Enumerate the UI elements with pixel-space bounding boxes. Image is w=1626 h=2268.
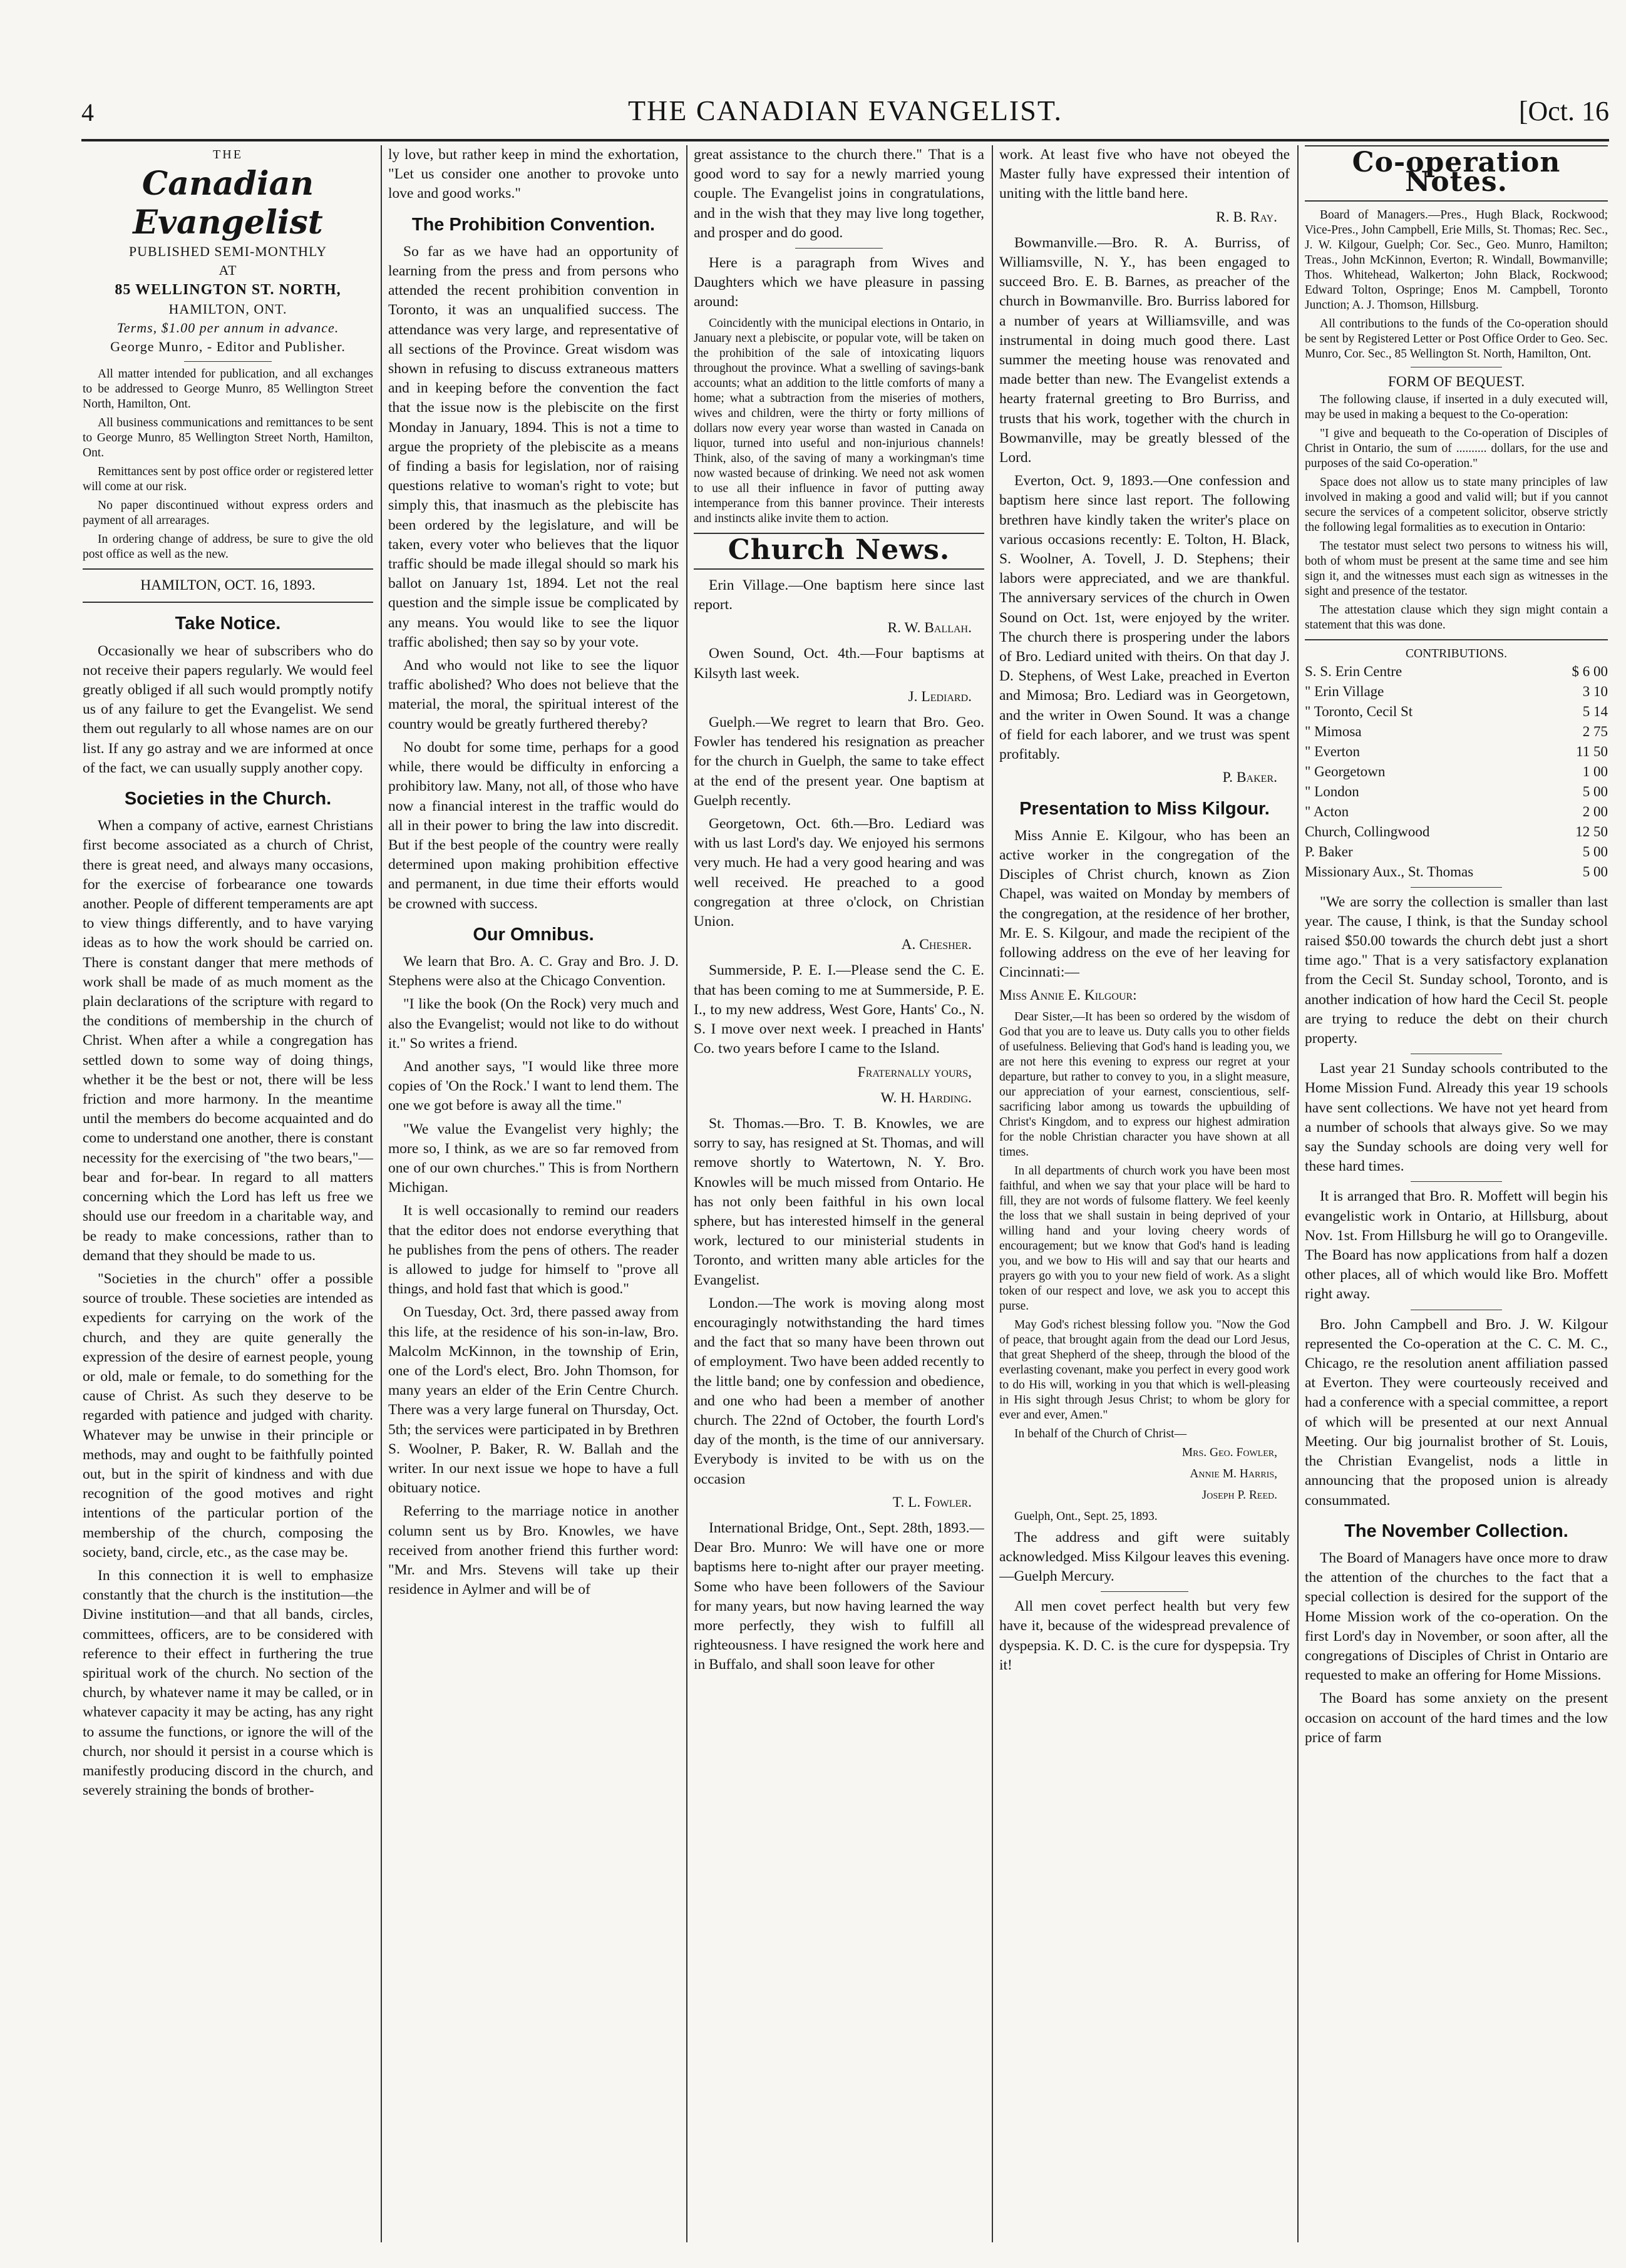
news-item: Summerside, P. E. I.—Please send the C. E. that has been coming to me at Summerside, P. E. I., to my new address, West Gore, Hants' Co., N. S. I move over next week. I preached in Hants' Co. two years before I came to the Island.: [694, 962, 984, 1057]
masthead-editor: George Munro, - Editor and Publisher.: [110, 339, 346, 355]
notice-publication: All matter intended for publication, and all exchanges to be addressed to George Munro, 85 Wellington Street North, Hamilton, Ont.: [83, 367, 373, 411]
column-5: [1305, 145, 1608, 2242]
news-signature: R. B. Ray.: [1215, 208, 1277, 225]
contribution-row: [1305, 762, 1608, 782]
column-2: [388, 145, 679, 2242]
bequest-heading: FORM OF BEQUEST.: [1387, 374, 1525, 391]
contribution-label: " Acton: [1305, 803, 1349, 819]
article-paragraph: Bro. John Campbell and Bro. J. W. Kilgour represented the Co-operation at the C. C. M. C., Chicago, re the resolution anent affiliation passed at Everton. They were courteously received and had a conference with a special committee, a report of which will be presented at our next Annual Meeting. Our big journalist brother of St. Louis, the Christian Evangelist, nods a little in announcing that the proposed union is already consummated.: [1305, 1316, 1608, 1509]
contribution-label: " Georgetown: [1305, 763, 1386, 779]
contribution-amount: 1 00: [1582, 763, 1608, 779]
contribution-amount: 3 10: [1582, 683, 1608, 699]
masthead-city: HAMILTON, ONT.: [168, 301, 287, 317]
news-signature: A. Chesher.: [901, 936, 972, 953]
news-item: Guelph.—We regret to learn that Bro. Geo. Fowler has tendered his resignation as preacher for the church in Guelph, the same to take effect at the end of the present year. One baptism at Guelph recently.: [694, 714, 984, 809]
notice-business: All business communications and remittances to be sent to George Munro, 85 Wellington Street North, Hamilton, Ont.: [83, 416, 373, 460]
dateline: HAMILTON, OCT. 16, 1893.: [140, 577, 316, 594]
take-notice-heading: Take Notice.: [175, 613, 281, 634]
article-paragraph: Here is a paragraph from Wives and Daughters which we have pleasure in passing around:: [694, 255, 984, 310]
issue-date: [Oct. 16: [1518, 96, 1609, 126]
news-signature: P. Baker.: [1222, 769, 1277, 786]
prohibition-heading: The Prohibition Convention.: [411, 214, 656, 235]
header-rule: [81, 139, 1609, 141]
advertisement: All men covet perfect health but very few have it, because of the widespread prevalence of dyspepsia. K. D. C. is the cure for dyspepsia. Try it!: [999, 1598, 1290, 1673]
news-item: London.—The work is moving along most encouragingly notwithstanding the hard times and the fact that so many have been thrown out of employment. Two have been added recently to the little band; one by confession and obedience, and one who had been a member of another church. The 22nd of October, the fourth Lord's day of the month, is the time of our anniversary. Everybody is invited to be with us on the occasion: [694, 1295, 984, 1487]
article-paragraph: So far as we have had an opportunity of learning from the press and from persons who attended the recent prohibition convention in Toronto, it was an unqualified success. The attendance was very large, and representative of all sections of the Province. Great wisdom was shown in refusing to discuss extraneous matters and in keeping before the convention the fact that the issue now is the plebiscite on the first Monday in January, 1894. This is not a time to argue the propriety of the plebiscite as a means of finding a basis for legislation, nor of raising questions relative to woman's right to vote; but simply this, that inasmuch as the plebiscite has been ordered by the legislature, and will be taken, every voter who believes that the liquor traffic should be made illegal should so mark his ballot on January 1st, 1894. Let not the real question and the simple issue be complicated by any means. You would like to see the liquor traffic abolished; then say so by your vote.: [388, 243, 679, 650]
notice-change-address: In ordering change of address, be sure to give the old post office as well as the new.: [83, 533, 373, 562]
article-paragraph: "We value the Evangelist very highly; the more so, I think, as we are so far removed from one of our own churches." This is from Northern Michigan.: [388, 1121, 679, 1196]
contributions-list: [1305, 662, 1608, 882]
contribution-label: S. S. Erin Centre: [1305, 663, 1402, 679]
contribution-amount: $ 6 00: [1572, 663, 1608, 679]
notice-remittances: Remittances sent by post office order or registered letter will come at our risk.: [83, 465, 373, 494]
bequest-paragraph: The attestation clause which they sign might contain a statement that this was done.: [1305, 603, 1608, 632]
news-item: Owen Sound, Oct. 4th.—Four baptisms at Kilsyth last week.: [694, 645, 984, 682]
letter-signature: Mrs. Geo. Fowler,: [1181, 1445, 1277, 1459]
letter-salutation: Miss Annie E. Kilgour:: [999, 987, 1137, 1004]
column-1: [83, 145, 373, 2242]
contribution-label: " Toronto, Cecil St: [1305, 703, 1413, 719]
article-paragraph: "Societies in the church" offer a possible source of trouble. These societies are intended as expedients for carrying on the work of the church, and they are quite generally the expression of the desire of earnest people, young or old, male or female, to do something for the cause of Christ. As such they deserve to be regarded with patience and judged with charity. Whatever may be unwise in their principle or methods, may and ought to be faithfully pointed out, but in the spirit of kindness and with due recognition of the good motives and right intentions of the particular portion of the membership of the church, composing the society, band, circle, etc., as the case may be.: [83, 1270, 373, 1561]
contribution-amount: 2 75: [1582, 723, 1608, 739]
contribution-row: [1305, 702, 1608, 722]
bequest-paragraph: "I give and bequeath to the Co-operation of Disciples of Christ in Ontario, the sum of .......... dollars, for the use and purposes of the said Co-operation.": [1305, 426, 1608, 470]
news-item: Bowmanville.—Bro. R. A. Burriss, of Williamsville, N. Y., has been engaged to succeed Bro. E. B. Barnes, as preacher of the church in Bowmanville. Bro. Burriss labored for a number of years at Williamsville, and was instrumental in doing much good there. Last summer the meeting house was renovated and made better than new. The Evangelist extends a hearty fraternal greeting to Bro Burriss, and trusts that his work, together with the church in Bowmanville, may be greatly blessed of the Lord.: [999, 234, 1290, 466]
contribution-row: [1305, 722, 1608, 742]
board-of-managers: Board of Managers.—Pres., Hugh Black, Rockwood; Vice-Pres., John Campbell, Erie Mills, St. Thomas; Rec. Sec., J. W. Kilgour, Guelph; Cor. Sec., Geo. Munro, Hamilton; Treas., John McKinnon, Everton; R. Windall, Bowmanville; Thos. Whitehead, Walkerton; John Black, Rockwood; Edward Tolton, Ospringe; Enos M. Campbell, Toronto Junction; A. J. Thomson, Hillsburg.: [1305, 208, 1608, 312]
november-collection-heading: The November Collection.: [1344, 1521, 1568, 1541]
article-paragraph: It is well occasionally to remind our readers that the editor does not endorse everything that he publishes from the pens of others. The reader is allowed to judge for himself to "prove all things, and hold fast that which is good.": [388, 1203, 679, 1298]
contribution-label: " Everton: [1305, 743, 1360, 759]
article-paragraph: In this connection it is well to emphasize constantly that the church is the institution—the Divine institution—and that all bands, circles, committees, officers, are to be considered with reference to their effect in furthering the true spiritual work of the church. No section of the church, by whatever name it may be called, or in whatever capacity it may be acting, has any right to assume the functions, or ignore the will of the church, nor should it persist in a course which is manifestly producing discord in the church, and severely straining the bonds of brother-: [83, 1567, 373, 1799]
contribution-label: " Mimosa: [1305, 723, 1362, 739]
contribution-row: [1305, 662, 1608, 682]
page-number: 4: [81, 98, 94, 126]
contribution-label: P. Baker: [1305, 843, 1353, 859]
contribution-label: " Erin Village: [1305, 683, 1384, 699]
article-paragraph: We learn that Bro. A. C. Gray and Bro. J. D. Stephens were also at the Chicago Convention.: [388, 953, 679, 990]
article-paragraph: It is arranged that Bro. R. Moffett will begin his evangelistic work in Ontario, at Hillsburg, about Nov. 1st. From Hillsburg he will go to Orangeville. The Board has now applications from half a dozen other places, all of which would like Bro. Moffett right away.: [1305, 1188, 1608, 1303]
coop-notes-heading: Co-operation Notes.: [1352, 146, 1561, 198]
notice-discontinued: No paper discontinued without express orders and payment of all arrearages.: [83, 499, 373, 528]
column-divider: [992, 145, 993, 2242]
article-paragraph: And who would not like to see the liquor traffic abolished? Who does not believe that the material, the moral, the spiritual interest of the country would be greatly furthered thereby?: [388, 657, 679, 732]
letter-place-date: Guelph, Ont., Sept. 25, 1893.: [1014, 1509, 1158, 1523]
contribution-row: [1305, 842, 1608, 862]
article-paragraph: Miss Annie E. Kilgour, who has been an active worker in the congregation of the Disciples of Christ church, known as Zion Chapel, was waited on Monday by members of the congregation, at the residence of her brother, Mr. E. S. Kilgour, and made the recipient of the following address on the eve of her leaving for Cincinnati:—: [999, 827, 1290, 981]
column-4: [999, 145, 1290, 2242]
contribution-label: " London: [1305, 783, 1359, 799]
letter-signature: Annie M. Harris,: [1190, 1467, 1277, 1480]
contribution-row: [1305, 822, 1608, 842]
letter-signature: Joseph P. Reed.: [1201, 1488, 1277, 1502]
contribution-row: [1305, 802, 1608, 822]
letter-paragraph: Dear Sister,—It has been so ordered by the wisdom of God that you are to leave us. Duty calls you to other fields of usefulness. Believing that God's hand is leading you, we are not here this evening to express our regret at your departure, but rather to convey to you, in a slight measure, our appreciation of your earnest, conscientious, self-sacrificing labor among us towards the upbuilding of Christ's Kingdom, and to express our highest admiration for the noble Christian character you have shown at all times.: [999, 1010, 1290, 1159]
masthead-published: PUBLISHED SEMI-MONTHLY: [128, 244, 327, 260]
masthead-address: 85 WELLINGTON ST. NORTH,: [115, 282, 341, 299]
news-signature: T. L. Fowler.: [892, 1494, 972, 1511]
news-item: Everton, Oct. 9, 1893.—One confession and baptism here since last report. The following brethren have kindly taken the writer's place on various occasions recently: E. Tolton, H. Black, S. Woolner, A. Tovell, J. D. Stephens; their labors were appreciated, and we are thankful. The anniversary services of the church in Owen Sound on Oct. 1st, were enjoyed by the writer. The church there is prospering under the labors of Bro. Lediard united with theirs. On that day J. D. Stephens, of West Lake, preached in Everton and Mimosa; Bro. Lediard was in Georgetown, and the writer in Owen Sound. It was a change of field for each laborer, and we trust was spent profitably.: [999, 473, 1290, 763]
take-notice-body: Occasionally we hear of subscribers who do not receive their papers regularly. We would feel greatly obliged if all such would promptly notify us of any failure to get the Evangelist. We send them out regularly to all whose names are on our list. If any go astray and we are informed at once of the fact, we can usually supply another copy.: [83, 642, 373, 776]
letter-paragraph: In behalf of the Church of Christ—: [1014, 1427, 1187, 1440]
contribution-amount: 5 14: [1582, 703, 1608, 719]
masthead-title: Canadian Evangelist: [133, 165, 323, 242]
church-news-heading: Church News.: [728, 533, 950, 566]
contribution-row: [1305, 862, 1608, 882]
contribution-amount: 5 00: [1582, 843, 1608, 859]
contribution-amount: 5 00: [1582, 863, 1608, 880]
article-paragraph: ly love, but rather keep in mind the exhortation, "Let us consider one another to provoke unto love and good works.": [388, 146, 679, 202]
article-paragraph: And another says, "I would like three more copies of 'On the Rock.' I want to lend them. The one we got before is away all the time.": [388, 1058, 679, 1114]
contribution-label: Missionary Aux., St. Thomas: [1305, 863, 1474, 880]
news-signature: W. H. Harding.: [880, 1089, 972, 1106]
article-paragraph: Referring to the marriage notice in another column sent us by Bro. Knowles, we have received from another friend this further word: "Mr. and Mrs. Stevens will take up their residence in Aylmer and will be of: [388, 1503, 679, 1598]
kilgour-heading: Presentation to Miss Kilgour.: [1019, 798, 1270, 819]
contribution-amount: 2 00: [1582, 803, 1608, 819]
column-3: [694, 145, 984, 2242]
contributions-note: All contributions to the funds of the Co-operation should be sent by Registered Letter or Post Office Order to Geo. Sec. Munro, Cor. Sec., 85 Wellington St. North, Hamilton, Ont.: [1305, 317, 1608, 361]
article-paragraph: No doubt for some time, perhaps for a good while, there would be difficulty in enforcing a prohibitory law. Many, not all, of those who have now a financial interest in the traffic would do all in their power to bring the law into discredit. But if the best people of the country were really determined upon making prohibition effective and permanent, in due time their efforts would be crowned with success.: [388, 739, 679, 912]
contribution-label: Church, Collingwood: [1305, 823, 1430, 839]
article-paragraph: The Board has some anxiety on the present occasion on account of the hard times and the low price of farm: [1305, 1690, 1608, 1746]
column-divider: [381, 145, 382, 2242]
contribution-row: [1305, 742, 1608, 762]
contribution-amount: 11 50: [1576, 743, 1608, 759]
quoted-paragraph: Coincidently with the municipal elections in Ontario, in January next a plebiscite, or popular vote, will be taken on the prohibition of the sale of intoxicating liquors throughout the province. What a swelling of savings-bank accounts; what an addition to the little comforts of many a home; what a subtraction from the miseries of mothers, wives and children, were the thirty or forty millions of dollars now every year worse than wasted in Canada on liquor, turned into useful and non-injurious channels! Think, also, of the saving of many a workingman's time now wasted because of drinking. We need not ask women to use all their influence in favor of putting away intemperance from this banner province. Their interests and instincts alike invite them to action.: [694, 316, 984, 525]
article-paragraph: Last year 21 Sunday schools contributed to the Home Mission Fund. Already this year 19 schools have sent collections. We have not yet heard from a number of schools that always give. So we may say the Sunday schools are doing very well for these hard times.: [1305, 1060, 1608, 1175]
article-paragraph: The address and gift were suitably acknowledged. Miss Kilgour leaves this evening.—Guelph Mercury.: [999, 1529, 1290, 1584]
news-item: St. Thomas.—Bro. T. B. Knowles, we are sorry to say, has resigned at St. Thomas, and will remove shortly to Watertown, N. Y. Bro. Knowles will be much missed from Ontario. He has not only been faithful in his own local sphere, but has interested himself in the general work, lectured to our ministerial students in Toronto, and written many able articles for the Evangelist.: [694, 1115, 984, 1288]
omnibus-heading: Our Omnibus.: [473, 924, 594, 945]
article-paragraph: When a company of active, earnest Christians first become associated as a church of Christ, there is great need, and always many occasions, for the exercise of forbearance one towards another. People of different temperaments are apt to view things differently, and to have varying ideas as to how the work should be carried on. There is constant danger that mere methods of work shall be made of as much moment as the plain declarations of the scripture with regard to the conditions of membership in the church of Christ. When after a while a congregation has settled down to some way of doing things, whether it be the best or not, there will be less friction and more harmony. In the meantime until the members do become acquainted and do come to understand one another, there is constant necessity for the exercising of "the two bears,"—bear and for-bear. In regard to all matters concerning which the Lord has left us free we should use our freedom in a charitable way, and be ready to make concessions, rather than to demand that they should be made to us.: [83, 818, 373, 1264]
masthead: [83, 145, 373, 356]
masthead-terms: Terms, $1.00 per annum in advance.: [116, 320, 339, 336]
bequest-paragraph: Space does not allow us to state many principles of law involved in making a good and valid will; but if you cannot secure the services of a competent solicitor, observe strictly the following legal formalities as to execution in Ontario:: [1305, 475, 1608, 534]
news-signature: J. Lediard.: [908, 688, 972, 705]
contribution-amount: 5 00: [1582, 783, 1608, 799]
contribution-amount: 12 50: [1575, 823, 1608, 839]
news-closing: Fraternally yours,: [857, 1064, 972, 1080]
article-paragraph: "We are sorry the collection is smaller than last year. The cause, I think, is that the Sunday school raised $50.00 towards the church debt just a short time ago." That is a very satisfactory explanation from the Cecil St. Sunday school, Toronto, and is another indication of how hard the Cecil St. people are trying to reduce the debt on their church property.: [1305, 893, 1608, 1047]
news-item: work. At least five who have not obeyed the Master fully have expressed their intention of uniting with the little band here.: [999, 146, 1290, 202]
contributions-heading: CONTRIBUTIONS.: [1406, 647, 1507, 660]
column-divider: [686, 145, 687, 2242]
article-paragraph: The Board of Managers have once more to draw the attention of the churches to the fact that a special collection is desired for the support of the Home Mission work of the co-operation. On the first Lord's day in November, or soon after, all the congregations of Disciples of Christ in Ontario are requested to make an offering for Home Missions.: [1305, 1549, 1608, 1684]
letter-paragraph: May God's richest blessing follow you. "Now the God of peace, that brought again from the dead our Lord Jesus, that great Shepherd of the sheep, through the blood of the everlasting covenant, make you perfect in every good work to do His will, working in you that which is well-pleasing in His sight through Jesus Christ; to whom be glory for ever and ever, Amen.": [999, 1318, 1290, 1422]
article-paragraph: On Tuesday, Oct. 3rd, there passed away from this life, at the residence of his son-in-law, Bro. Malcolm McKinnon, in the township of Erin, one of the Lord's elect, Bro. John Thomson, for many years an elder of the Erin Centre Church. There was a very large funeral on Thursday, Oct. 5th; the services were participated in by Brethren S. Woolner, P. Baker, R. W. Ballah and the writer. In our next issue we hope to have a full obituary notice.: [388, 1304, 679, 1497]
running-title: THE CANADIAN EVANGELIST.: [627, 95, 1063, 126]
bequest-paragraph: The following clause, if inserted in a duly executed will, may be used in making a bequest to the Co-operation:: [1305, 393, 1608, 421]
contribution-row: [1305, 782, 1608, 802]
column-divider: [1297, 145, 1299, 2242]
article-paragraph: great assistance to the church there." That is a good word to say for a newly married young couple. The Evangelist joins in congratulations, and in the wish that they may live long together, and prosper and do good.: [694, 146, 984, 241]
article-paragraph: "I like the book (On the Rock) very much and also the Evangelist; would not like to do without it." So writes a friend.: [388, 996, 679, 1052]
letter-paragraph: In all departments of church work you have been most faithful, and when we say that your place will be hard to fill, they are not words of fulsome flattery. We feel keenly the loss that we shall sustain in being deprived of your willing hand and your loving cheery words of encouragement; but we know that God's hand is leading you, and we bow to His will and say that our hearts and prayers go with you to your new field of work. As a slight token of our respect and love, we ask you to accept this purse.: [999, 1164, 1290, 1313]
news-signature: R. W. Ballah.: [887, 620, 972, 637]
news-item: International Bridge, Ont., Sept. 28th, 1893.—Dear Bro. Munro: We will have one or more baptisms here to-night after our prayer meeting. Some who have been followers of the Saviour for many years, but now having learned the way more perfectly, they wish to fulfill all righteousness. I have resigned the work here and in Buffalo, and shall soon leave for other: [694, 1519, 984, 1673]
page-header: [81, 94, 1609, 138]
news-item: Georgetown, Oct. 6th.—Bro. Lediard was with us last Lord's day. We enjoyed his sermons very much. He had a very good hearing and was well received. He preached to a good congregation at three o'clock, on Christian Union.: [694, 816, 984, 930]
masthead-the: THE: [213, 148, 243, 162]
societies-heading: Societies in the Church.: [124, 789, 332, 809]
news-item: Erin Village.—One baptism here since last report.: [694, 577, 984, 613]
contribution-row: [1305, 682, 1608, 702]
bequest-paragraph: The testator must select two persons to witness his will, both of whom must be present at the same time and see him sign it, and the witnesses must each sign as witnesses in the sight and presence of the testator.: [1305, 539, 1608, 598]
masthead-at: AT: [219, 262, 237, 279]
